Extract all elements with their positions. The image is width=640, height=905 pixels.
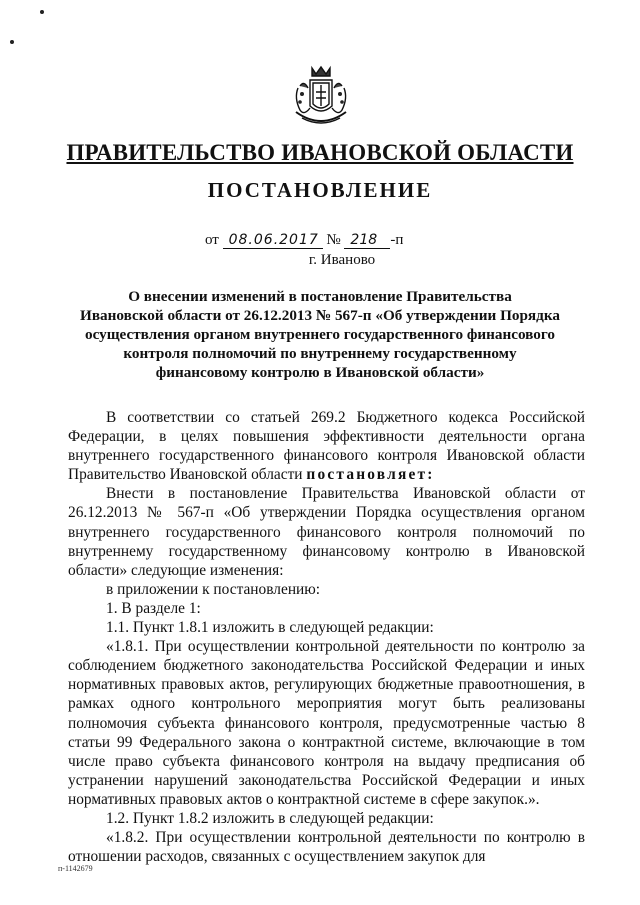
from-label: от [205,232,219,248]
scan-dot [40,10,44,14]
subject-line: контроля полномочий по внутреннему государственному [123,345,517,362]
body-paragraph: 1. В разделе 1: [106,599,201,617]
body-paragraph: «1.8.2. При осуществлении контрольной деятельности по контролю в отношении расходов, связанных с осуществлением закупок для [68,829,585,866]
document-type: ПОСТАНОВЛЕНИЕ [207,178,433,202]
subject-line: осуществления органом внутреннего государственного финансового [85,326,555,343]
subject-line: финансовому контролю в Ивановской области» [155,364,485,381]
number-label: № [326,232,341,248]
subject-line: Ивановской области от 26.12.2013 № 567-п «Об утверждении Порядка [80,307,560,324]
city: г. Иваново [308,252,376,268]
body-paragraph: «1.8.1. При осуществлении контрольной деятельности по контролю за соблюдением бюджетного законодательства Российской Федерации и иных нормативных правовых актов, регулирующих бюджетные правоотношения, в рамках одного контрольного мероприятия могут быть реализованы полномочия субъекта финансового контроля, предусмотренные частью 8 статьи 99 Федерального закона о контрактной системе, включающие в том числе право субъекта финансового контроля на выдачу предписания об устранении нарушений законодательства Российской Федерации и иных нормативных правовых актов о контрактной системе в сфере закупок.». [68,638,585,808]
preamble-paragraph: В соответствии со статьей 269.2 Бюджетного кодекса Российской Федерации, в целях повышения эффективности деятельности органа внутреннего государственного финансового контроля Ивановской области Правительство Ивановской области постановляет: [68,409,585,484]
subject-line: О внесении изменений в постановление Правительства [128,288,512,305]
ivanovo-coat-of-arms-icon [290,62,352,128]
body-paragraph: 1.2. Пункт 1.8.2 изложить в следующей редакции: [106,809,434,827]
decree-date: 08.06.2017 [223,232,323,249]
body-paragraph: Внести в постановление Правительства Ивановской области от 26.12.2013 № 567-п «Об утверждении Порядка осуществления органом внутреннего государственного финансового контроля полномочий по внутреннему государственному финансовому контролю в Ивановской области» следующие изменения: [68,485,585,579]
number-suffix: -п [390,232,404,248]
document-code: п-1142679 [58,864,93,873]
resolves-word: постановляет: [306,466,435,484]
decree-body [68,408,585,866]
decree-subject [40,287,600,382]
scan-dot [10,40,14,44]
body-paragraph: 1.1. Пункт 1.8.1 изложить в следующей редакции: [106,619,434,637]
body-paragraph: в приложении к постановлению: [106,580,321,598]
date-number-line [205,232,403,249]
government-title: ПРАВИТЕЛЬСТВО ИВАНОВСКОЙ ОБЛАСТИ [66,140,574,165]
decree-number: 218 [344,232,390,249]
